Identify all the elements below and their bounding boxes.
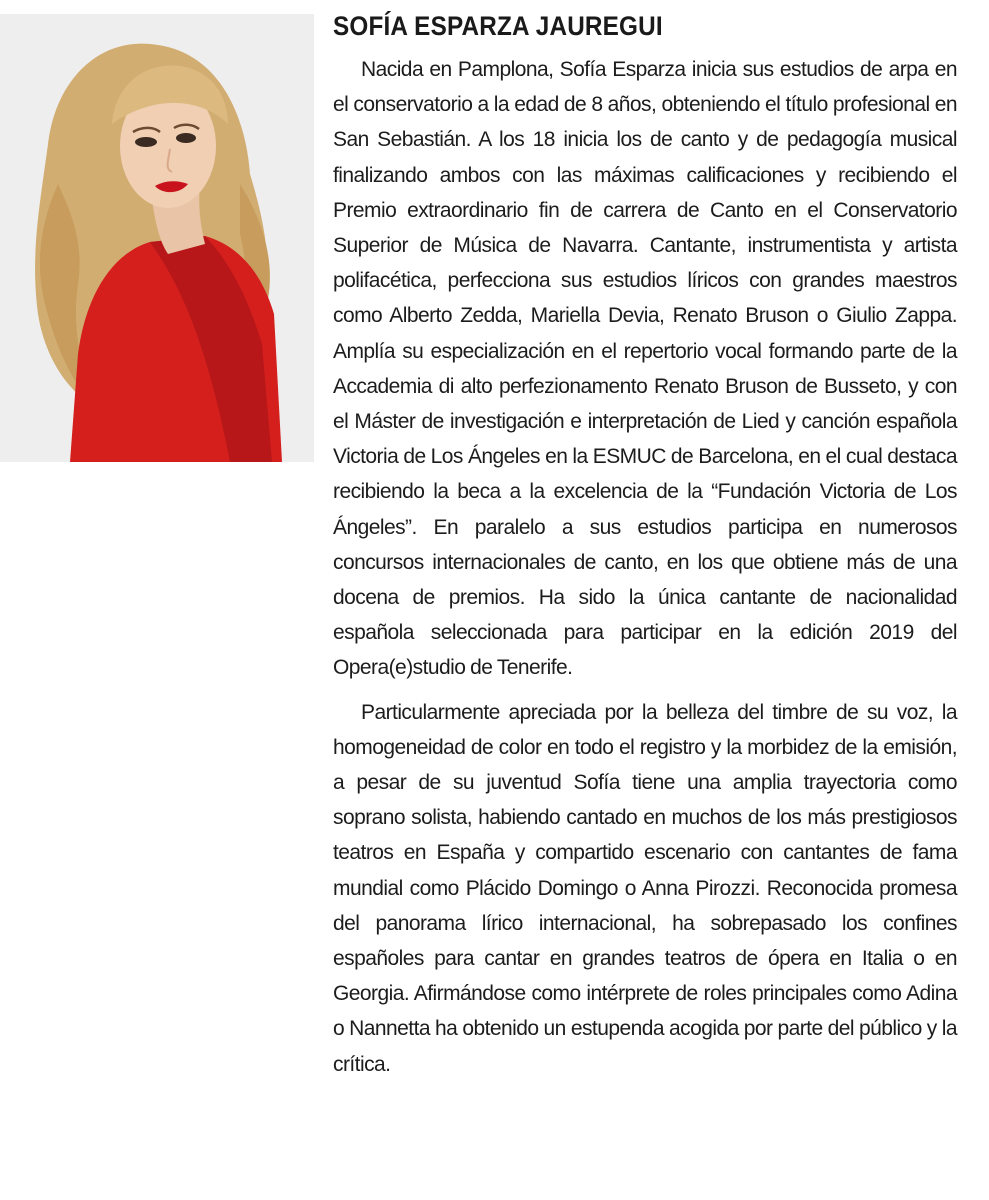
portrait-illustration bbox=[0, 14, 314, 462]
portrait-photo bbox=[0, 14, 314, 462]
person-name: SOFÍA ESPARZA JAUREGUI bbox=[333, 11, 663, 41]
biography-paragraph: Nacida en Pamplona, Sofía Esparza inicia sus estudios de arpa en el conservatorio a la edad de 8 años, obteniendo el título profesional en San Sebastián. A los 18 inicia los de canto y de pedagogía musical finalizando ambos con las máximas calificaciones y recibiendo el Premio extraordinario fin de carrera de Canto en el Conservatorio Superior de Música de Navarra. Cantante, instrumentista y artista polifacética, perfecciona sus estudios líricos con grandes maestros como Alberto Zedda, Mariella Devia, Renato Bruson o Giulio Zappa. Amplía su especialización en el repertorio vocal formando parte de la Accademia di alto perfezionamento Renato Bruson de Busseto, y con el Máster de investigación e interpretación de Lied y canción española Victoria de Los Ángeles en la ESMUC de Barcelona, en el cual destaca recibiendo la beca a la excelencia de la “Fundación Victoria de Los Ángeles”. En paralelo a sus estudios participa en numerosos concursos internacionales de canto, en los que obtiene más de una docena de premios. Ha sido la única cantante de nacionalidad española seleccionada para participar en la edición 2019 del Opera(e)studio de Tenerife. bbox=[333, 58, 957, 680]
biography-text bbox=[333, 6, 957, 1091]
biography-paragraph: Particularmente apreciada por la belleza del timbre de su voz, la homogeneidad de color en todo el registro y la morbidez de la emisión, a pesar de su juventud Sofía tiene una amplia trayectoria como soprano solista, habiendo cantado en muchos de los más prestigiosos teatros en España y compartido escenario con cantantes de fama mundial como Plácido Domingo o Anna Pirozzi. Reconocida promesa del panorama lírico internacional, ha sobrepasado los confines españoles para cantar en grandes teatros de ópera en Italia o en Georgia. Afirmándose como intérprete de roles principales como Adina o Nannetta ha obtenido un estupenda acogida por parte del público y la crítica. bbox=[333, 700, 957, 1076]
